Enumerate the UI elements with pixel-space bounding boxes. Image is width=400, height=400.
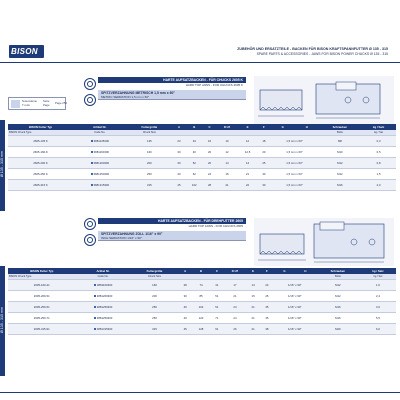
col-header-chuck-type: BISON Futter Typ — [8, 124, 73, 130]
page-title: ZUBEHÖR UND ERSATZTEILE - BACKEN FÜR BISON KRAFTSPANNFUTTER Ø 135 - 315 — [237, 47, 388, 51]
col-header-bolts: Schrauben — [316, 268, 360, 274]
tnut-card — [8, 97, 66, 110]
hardened-jaw-icon-inner — [87, 221, 93, 227]
col-header-g: G — [271, 124, 295, 130]
tnut-page-number: Page 254 — [55, 101, 67, 105]
section-side-bar — [0, 266, 5, 376]
header-divider — [0, 62, 400, 63]
metric-jaws-table — [8, 124, 396, 191]
section-subtitle: HARD TOP JAWS - FOR CHUCKS 2605 K — [185, 83, 243, 87]
subheader-chuck-type: BISON Chuck Type — [8, 274, 75, 279]
tnut-page-label-en: Page — [43, 103, 50, 107]
subheader-bolts: Bolts — [316, 274, 360, 279]
table-row: 2605-315 K 3881315300 315 45 102 28 21 22 30 1,5 mm x 60° M16 2,0 — [8, 179, 396, 190]
tnut-label-de: Nutensteine — [22, 99, 37, 103]
serration-angle-icon-inner — [87, 237, 93, 243]
section-side-bar — [0, 120, 5, 211]
section-title: HARTE AUFSATZBACKEN - FÜR CHUCKS 2605 K — [98, 77, 246, 83]
col-header-weight: kg / Satz — [361, 124, 396, 130]
brand-logo-text: BISON — [11, 47, 38, 56]
col-header-a: A — [178, 268, 192, 274]
serration-subtitle: METRIC SERRATION 1,5 mm x 60° — [101, 94, 150, 99]
section-title: HARTE AUFSATZBACKEN - FÜR DREHFUTTER 2605 — [98, 218, 246, 224]
tnut-page-label-de: Seite — [43, 99, 50, 103]
col-header-a: A — [172, 124, 185, 130]
col-header-b: B — [192, 268, 210, 274]
serration-angle-icon-inner — [87, 97, 93, 103]
col-header-size: Futtergröße — [131, 268, 179, 274]
serration-subtitle: INCH SERRATION 1/16" x 90° — [101, 235, 142, 240]
hardened-jaw-icon-inner — [87, 81, 93, 87]
col-header-code: Artikel Nr. — [75, 268, 130, 274]
inch-jaws-table — [8, 268, 396, 335]
serration-bar — [98, 90, 246, 100]
page-subtitle: SPARE PARTS & ACCESSORIES - JAWS FOR BISON POWER CHUCKS Ø 135 - 315 — [256, 52, 388, 56]
serration-angle-icon — [84, 234, 96, 246]
table-row: 2605-200 K 3881200300 200 30 52 20 14 14 25 1,5 mm x 60° M12 0,8 — [8, 157, 396, 168]
subheader-size: Chuck Size — [126, 130, 172, 135]
jaw-drawing-svg — [254, 218, 394, 266]
jaw-technical-drawing — [254, 218, 394, 266]
hardened-jaw-icon — [84, 218, 96, 230]
col-header-chuck-type: BISON Futter Typ — [8, 268, 75, 274]
subheader-code: Code No. — [75, 274, 130, 279]
col-header-size: Futtergröße — [126, 124, 172, 130]
section-inch-jaws — [0, 216, 400, 376]
col-header-h: H — [295, 124, 319, 130]
table-row: 2605-160-K 3881160300 160 30 40 20 12 12,5 20 1,5 mm x 60° M10 0,5 — [8, 146, 396, 157]
col-header-c: C — [203, 124, 216, 130]
jaw-drawing-svg — [254, 76, 394, 124]
col-header-c: C — [210, 268, 224, 274]
section-side-label: Ø 135 - 315 mm — [0, 307, 4, 333]
page-header — [0, 0, 400, 63]
col-header-weight: kg / Satz — [360, 268, 396, 274]
col-header-e: E — [238, 124, 257, 130]
subheader-chuck-type: BISON Chuck Type — [8, 130, 73, 135]
col-header-f: F — [260, 268, 274, 274]
table-row: 2605-135 K 3881135300 135 23 33 16 10 12 18 1,5 mm x 60° M8 0,3 — [8, 135, 396, 146]
subheader-bolts: Bolts — [319, 130, 362, 135]
serration-bar — [98, 231, 246, 241]
tnut-thumbnail — [11, 100, 20, 108]
table-row: 2605-315-91 3881315300 315 45 128 91 26 21 38 1/16" x 90° M20 6,0 — [8, 323, 396, 334]
col-header-d: D H7 — [216, 124, 238, 130]
section-subtitle: HARD TOP JAWS - FOR CHUCKS 2605 — [188, 224, 243, 228]
tnut-label-en: T-nuts — [22, 103, 30, 107]
table-row: 2605-250-71 3881250300 250 40 120 71 24 21 35 1/16" x 90° M16 5,5 — [8, 312, 396, 323]
hardened-jaw-icon — [84, 78, 96, 90]
col-header-bolts: Schrauben — [319, 124, 362, 130]
table-row: 2605-200-51 3881200300 200 30 85 51 21 15 25 1/16" x 90° M12 2,4 — [8, 290, 396, 301]
serration-angle-icon — [84, 94, 96, 106]
footer-divider — [0, 392, 400, 393]
serration-title: SPITZVERZAHNUNG ZOLL 1/16" x 90° — [101, 232, 163, 236]
section-side-label: Ø 135 - 315 mm — [0, 151, 4, 177]
table-row: 2605-250-51 3881250300 250 40 102 51 24 21 35 1/16" x 90° M16 3,0 — [8, 301, 396, 312]
col-header-d: D H7 — [224, 268, 247, 274]
subheader-weight: kg / Set — [360, 274, 396, 279]
col-header-e: E — [246, 268, 260, 274]
subheader-weight: kg / Set — [361, 130, 396, 135]
serration-title: SPITZVERZAHNUNG METRISCH 1,5 mm x 60° — [101, 91, 175, 95]
subheader-size: Chuck Size — [131, 274, 179, 279]
section-metric-jaws — [0, 64, 400, 211]
table-row: 2605-250 K 3881250300 250 40 62 24 16 21 30 1,5 mm x 60° M12 1,5 — [8, 168, 396, 179]
subheader-code: Code No. — [73, 130, 126, 135]
table-row: 2605-160-41 3881160300 160 28 74 41 17 14 24 1/16" x 90° M12 1,6 — [8, 279, 396, 290]
jaw-technical-drawing — [254, 76, 394, 124]
col-header-code: Artikel Nr. — [73, 124, 126, 130]
col-header-f: F — [257, 124, 270, 130]
col-header-h: H — [295, 268, 316, 274]
col-header-g: G — [274, 268, 295, 274]
col-header-b: B — [186, 124, 203, 130]
